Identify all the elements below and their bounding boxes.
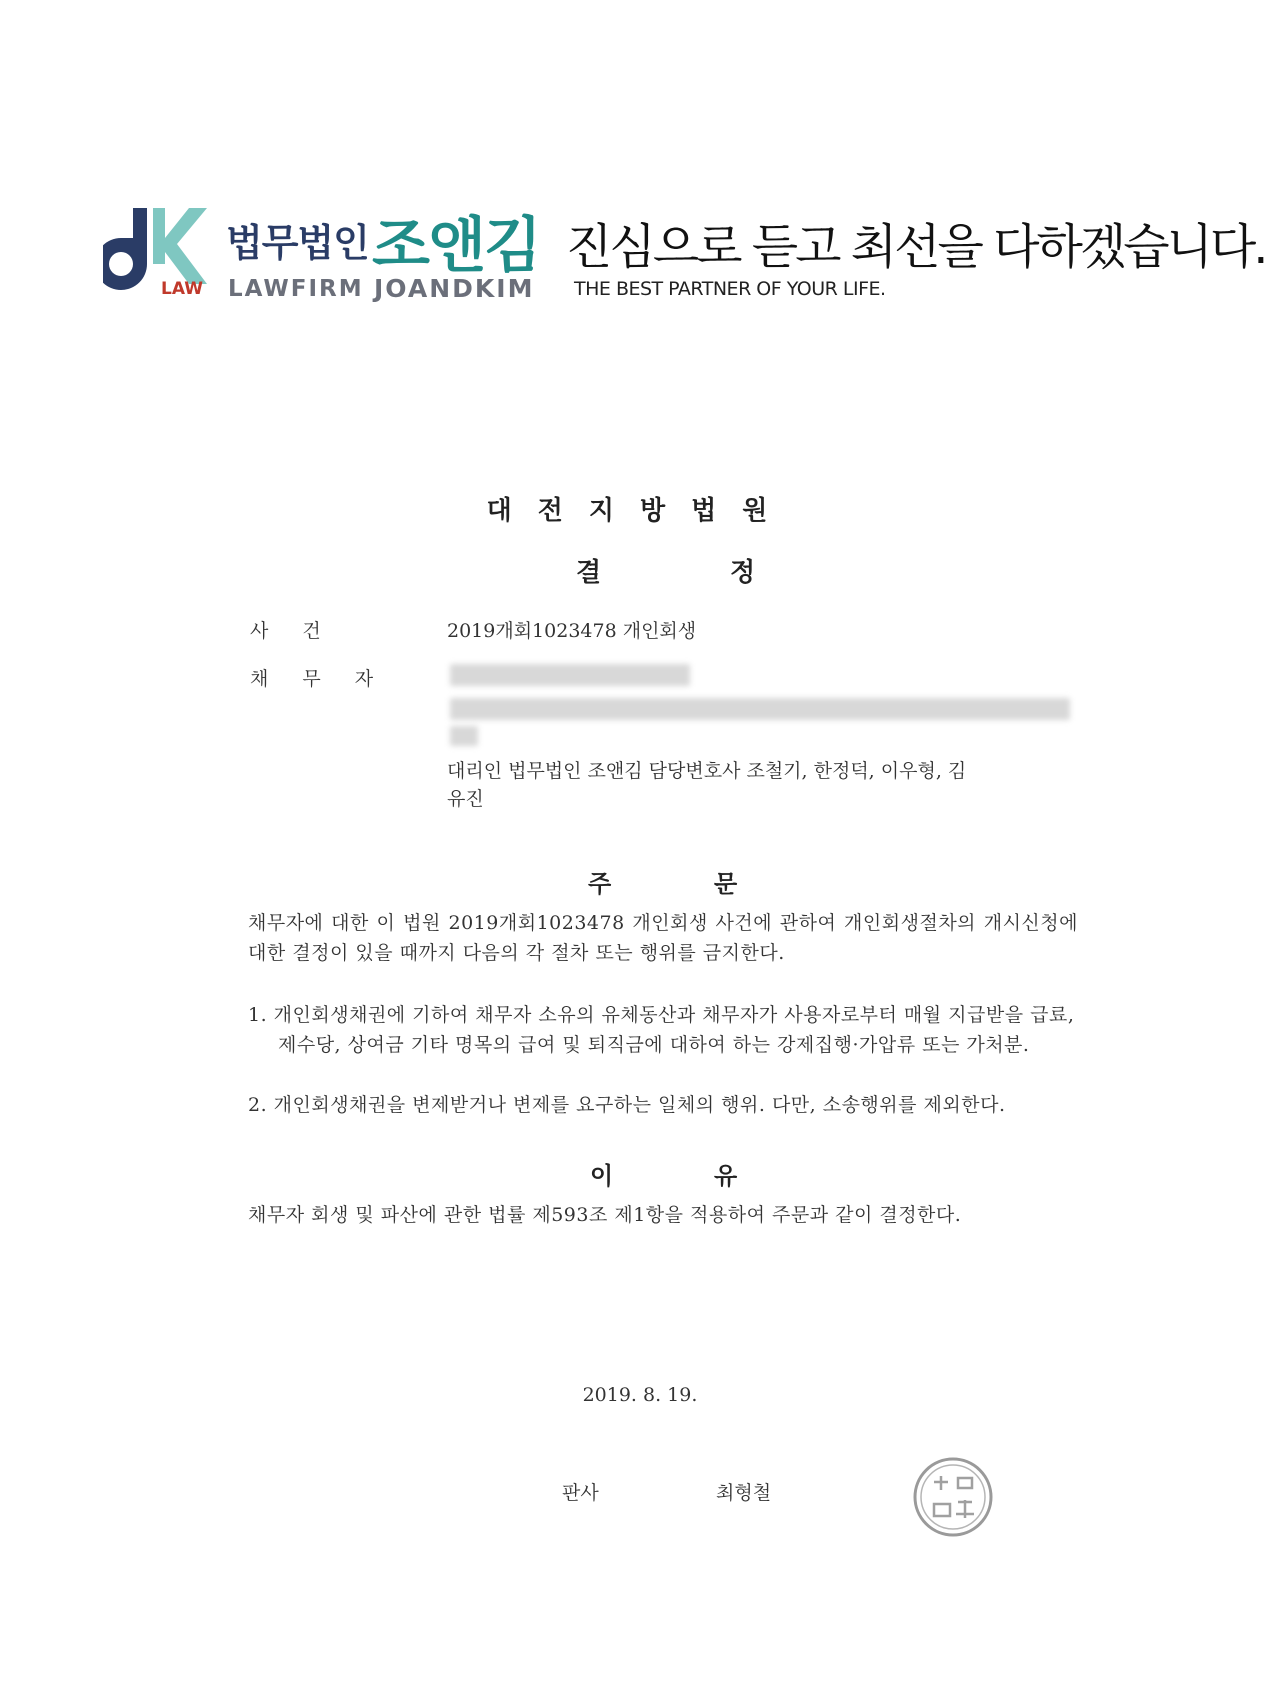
case-value: 2019개회1023478 개인회생	[447, 620, 697, 642]
slogan-ko: 진심으로 듣고 최선을 다하겠습니다.	[566, 219, 1266, 275]
judge-name: 최형철	[716, 1482, 772, 1504]
redacted-debtor-name	[450, 664, 690, 686]
logo-law-text: LAW	[161, 279, 203, 296]
reason-text: 채무자 회생 및 파산에 관한 법률 제593조 제1항을 적용하여 주문과 같이 결정한다.	[248, 1204, 962, 1226]
slogan-en: THE BEST PARTNER OF YOUR LIFE.	[574, 278, 886, 300]
document-type-right: 정	[730, 558, 756, 588]
decision-date: 2019. 8. 19.	[582, 1384, 698, 1406]
redacted-debtor-address-end	[450, 726, 478, 746]
redacted-debtor-address	[450, 698, 1070, 720]
firm-name-ko: 조앤김	[372, 211, 540, 281]
judge-title: 판사	[562, 1482, 599, 1504]
order-item-1: 1. 개인회생채권에 기하여 채무자 소유의 유체동산과 채무자가 사용자로부터 매월 지급받을 급료, 제수당, 상여금 기타 명목의 급여 및 퇴직금에 대하여 하는 강제집행·가압류 또는 가처분.	[248, 1004, 1075, 1056]
court-seal-icon	[912, 1456, 994, 1538]
reason-heading-right: 유	[714, 1161, 738, 1190]
order-heading-left: 주	[588, 869, 612, 898]
firm-type-en: LAWFIRM	[228, 276, 364, 302]
order-item-2: 2. 개인회생채권을 변제받거나 변제를 요구하는 일체의 행위. 다만, 소송행위를 제외한다.	[248, 1094, 1006, 1116]
firm-type-ko: 법무법인	[226, 221, 369, 265]
joandkim-logo-icon	[103, 204, 211, 296]
order-text: 채무자에 대한 이 법원 2019개회1023478 개인회생 사건에 관하여 개인회생절차의 개시신청에 대한 결정이 있을 때까지 다음의 각 절차 또는 행위를 금지한다.	[248, 912, 1078, 964]
debtor-label: 채무자	[250, 668, 408, 690]
case-label: 사건	[250, 620, 355, 642]
reason-heading-left: 이	[590, 1161, 614, 1190]
agent-line-1: 대리인 법무법인 조앤김 담당변호사 조철기, 한정덕, 이우형, 김	[447, 760, 967, 782]
order-heading-right: 문	[714, 869, 738, 898]
document-type-left: 결	[576, 558, 602, 588]
firm-name-en: JOANDKIM	[374, 274, 535, 303]
agent-line-2: 유진	[447, 788, 484, 810]
court-name: 대전지방법원	[486, 496, 794, 526]
